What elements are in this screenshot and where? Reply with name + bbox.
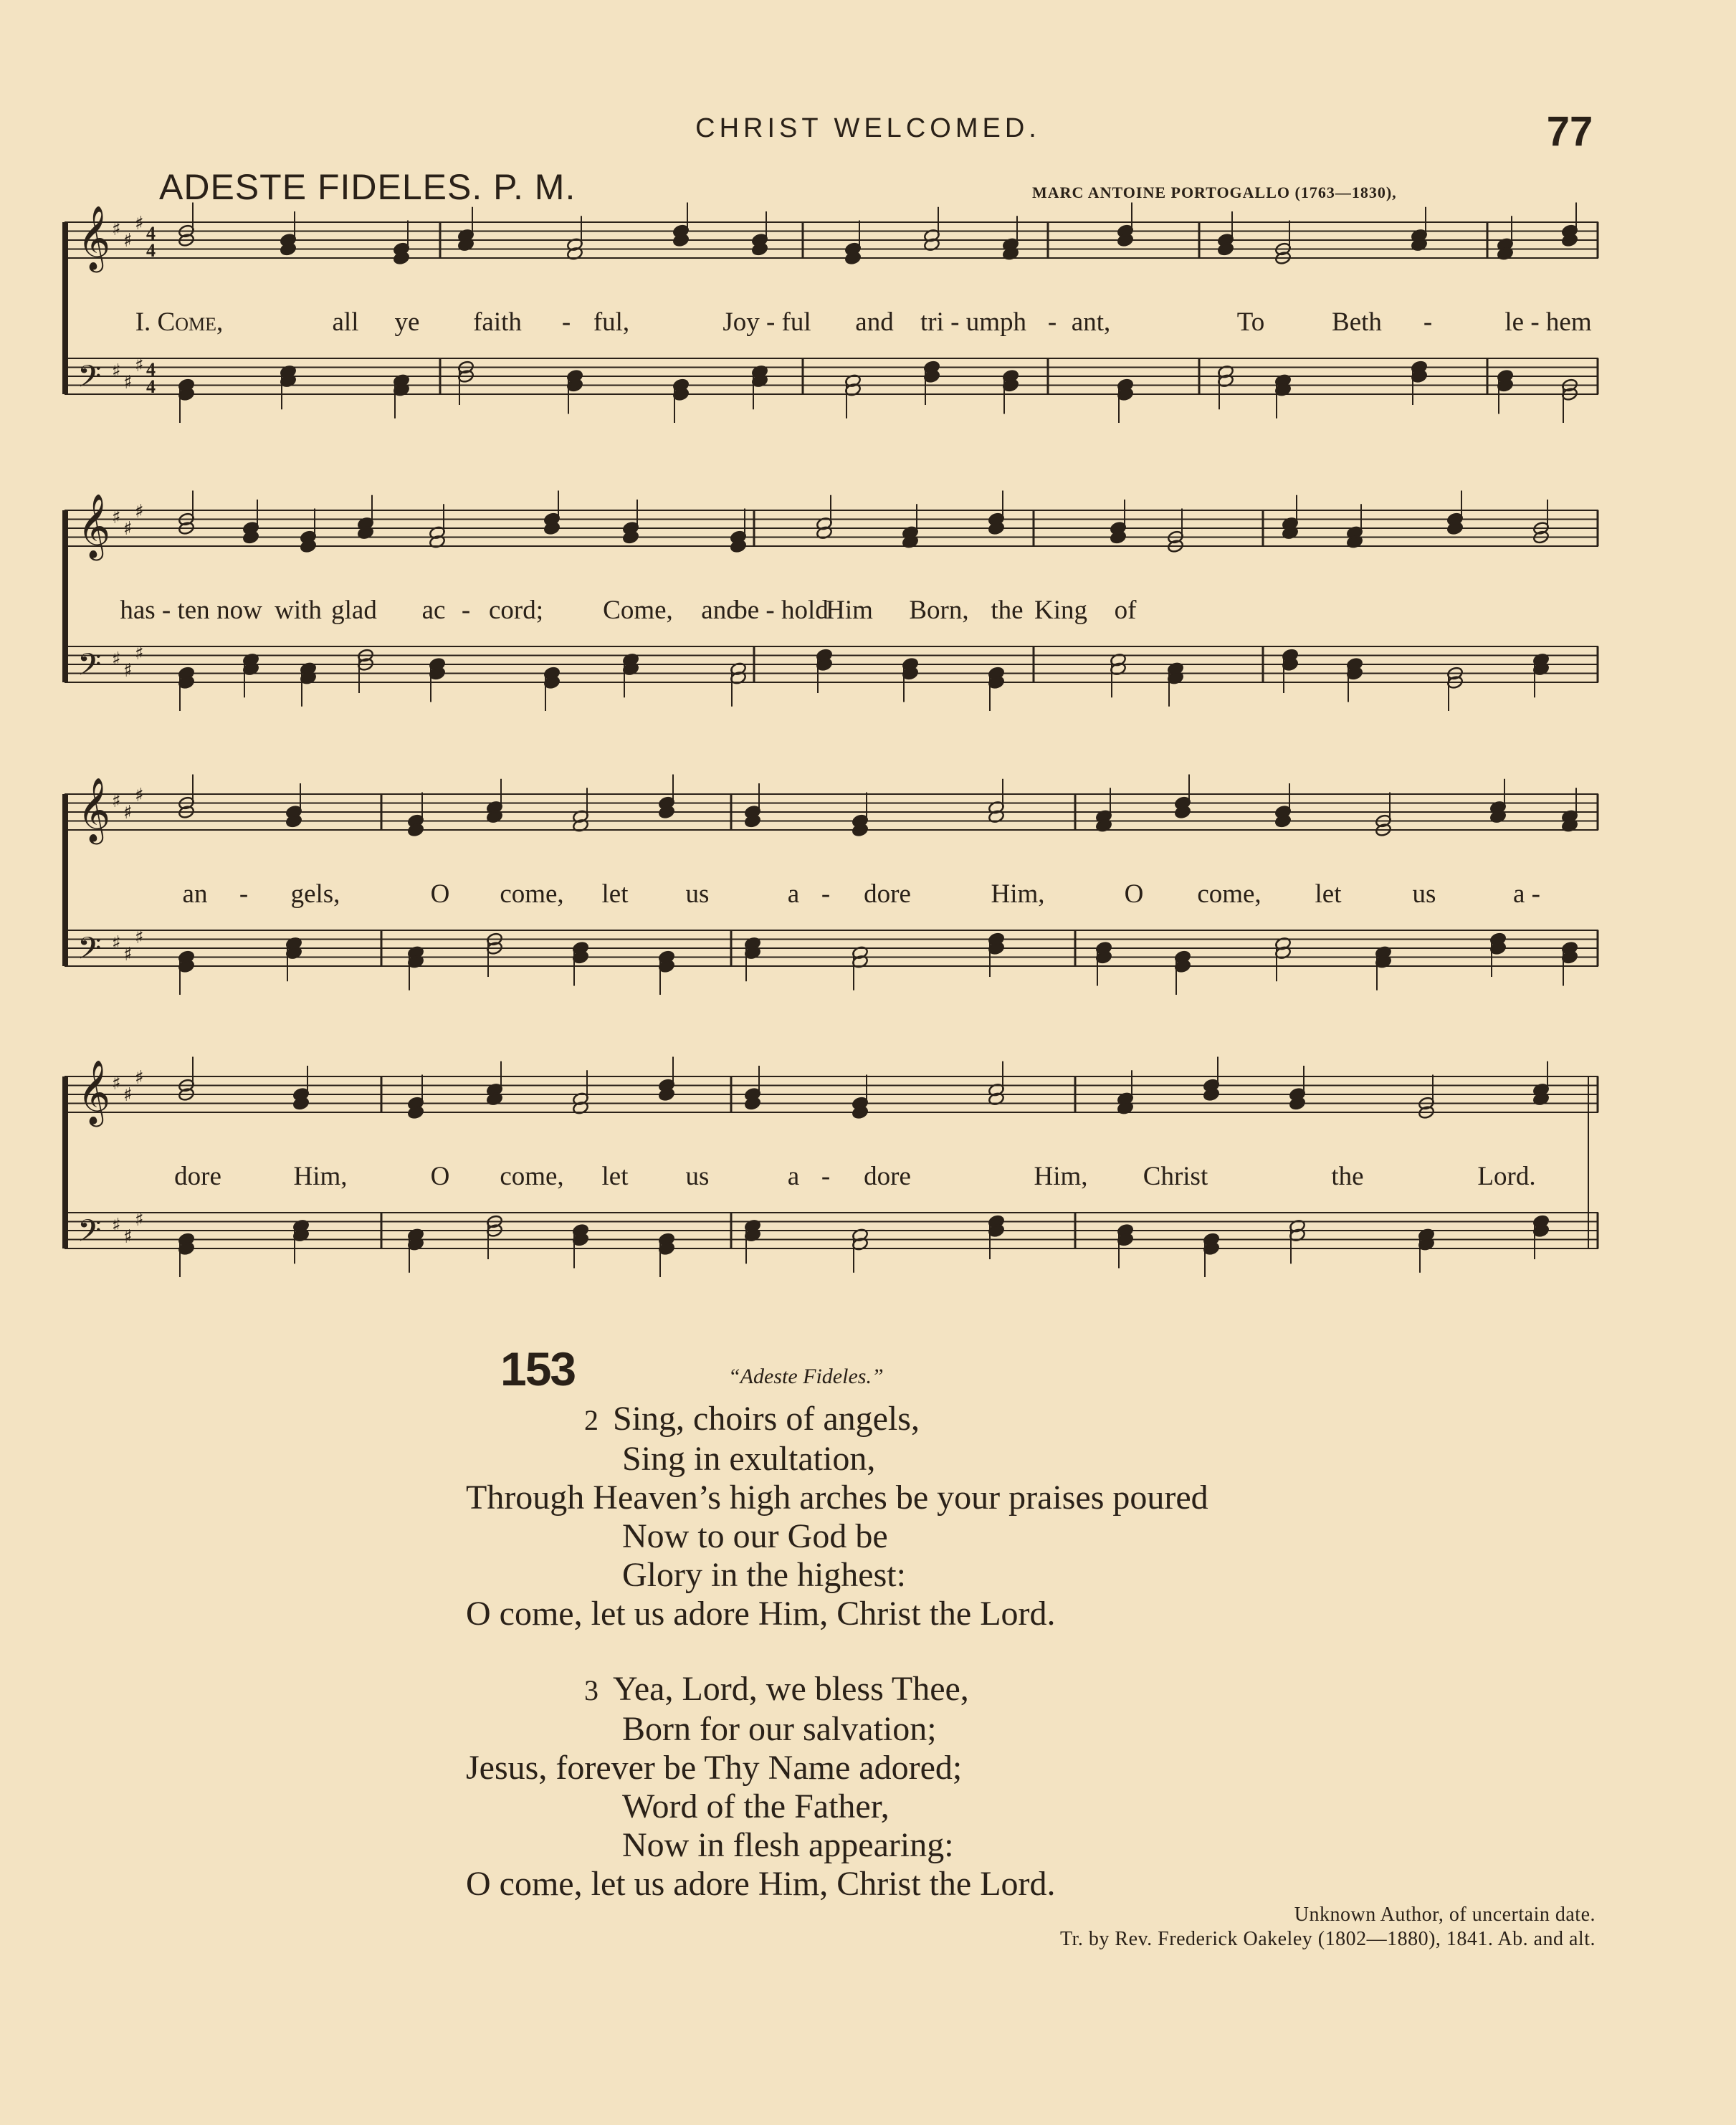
stanza-line: Born for our salvation; bbox=[622, 1710, 937, 1748]
lyric-syllable: the bbox=[991, 596, 1024, 625]
lyric-syllable: Christ bbox=[1143, 1162, 1208, 1191]
lyric-syllable: I. Come, bbox=[135, 307, 224, 337]
bass-staff bbox=[65, 927, 1598, 995]
sharp-icon: ♯ bbox=[123, 1226, 133, 1248]
lyric-syllable: has - ten bbox=[120, 596, 210, 625]
lyric-syllable: - bbox=[1423, 307, 1433, 337]
sharp-icon: ♯ bbox=[123, 518, 133, 540]
bass-clef-icon: 𝄢 bbox=[77, 359, 102, 402]
lyric-syllable: an bbox=[182, 879, 208, 909]
sharp-icon: ♯ bbox=[123, 230, 133, 252]
lyric-syllable: us bbox=[685, 1162, 710, 1191]
lyric-syllable: Come, bbox=[603, 596, 673, 625]
sharp-icon: ♯ bbox=[135, 927, 144, 948]
lyric-syllable: let bbox=[1315, 879, 1342, 909]
lyric-syllable: tri - umph bbox=[920, 307, 1026, 337]
stanza-2 bbox=[466, 1400, 1208, 1633]
stanza-line: Jesus, forever be Thy Name adored; bbox=[466, 1749, 963, 1787]
time-signature: 4 bbox=[146, 359, 156, 380]
hymn-number: 153 bbox=[500, 1342, 576, 1395]
bass-staff bbox=[65, 643, 1598, 711]
sharp-icon: ♯ bbox=[123, 802, 133, 823]
lyric-syllable: ye bbox=[394, 307, 420, 337]
lyric-syllable: a bbox=[787, 1162, 800, 1191]
lyric-syllable: - bbox=[561, 307, 571, 337]
treble-clef-icon: 𝄞 bbox=[77, 1060, 111, 1124]
time-signature: 4 bbox=[146, 240, 156, 261]
lyric-syllable: To bbox=[1236, 307, 1265, 337]
lyric-syllable: Him, bbox=[1034, 1162, 1088, 1191]
lyric-syllable: King bbox=[1034, 596, 1087, 625]
translator-credit: Tr. by Rev. Frederick Oakeley (1802—1880), 1841. Ab. and alt. bbox=[1060, 1928, 1596, 1950]
bass-clef-icon: 𝄢 bbox=[77, 1213, 102, 1256]
stanza-line: Sing in exultation, bbox=[622, 1440, 876, 1478]
sharp-icon: ♯ bbox=[135, 355, 144, 376]
sharp-icon: ♯ bbox=[112, 507, 121, 528]
lyric-syllable: - bbox=[461, 596, 471, 625]
lyric-syllable: dore bbox=[864, 1162, 911, 1191]
lyric-syllable: dore bbox=[174, 1162, 221, 1191]
stanza-line: Glory in the highest: bbox=[622, 1556, 906, 1594]
sharp-icon: ♯ bbox=[112, 219, 121, 240]
lyric-syllable: Him bbox=[826, 596, 873, 625]
treble-staff bbox=[65, 775, 1598, 846]
lyric-syllable: Born, bbox=[909, 596, 969, 625]
bass-clef-icon: 𝄢 bbox=[77, 931, 102, 974]
lyric-syllable: now bbox=[216, 596, 262, 625]
lyric-syllable: come, bbox=[500, 1162, 564, 1191]
lyric-syllable: let bbox=[601, 879, 629, 909]
lyric-syllable: Joy - ful bbox=[722, 307, 811, 337]
stanza-line: O come, let us adore Him, Christ the Lord. bbox=[466, 1595, 1056, 1633]
lyric-syllable: Beth bbox=[1332, 307, 1382, 337]
sharp-icon: ♯ bbox=[123, 660, 133, 682]
bass-staff bbox=[65, 1209, 1598, 1277]
lyric-syllable: ful, bbox=[593, 307, 630, 337]
stanza-line: Word of the Father, bbox=[622, 1787, 890, 1825]
bass-clef-icon: 𝄢 bbox=[77, 647, 102, 690]
lyric-syllable: with bbox=[275, 596, 322, 625]
lyric-syllable: - bbox=[1047, 307, 1057, 337]
stanza-line: Now in flesh appearing: bbox=[622, 1826, 954, 1864]
lyric-syllable: the bbox=[1331, 1162, 1364, 1191]
sharp-icon: ♯ bbox=[112, 1073, 121, 1094]
sharp-icon: ♯ bbox=[112, 649, 121, 670]
sharp-icon: ♯ bbox=[123, 944, 133, 965]
lyric-syllable: faith bbox=[473, 307, 522, 337]
sharp-icon: ♯ bbox=[135, 501, 144, 522]
page-number: 77 bbox=[1546, 108, 1593, 155]
running-head: CHRIST WELCOMED. bbox=[695, 113, 1041, 143]
stanza-number: 3 bbox=[584, 1674, 598, 1706]
sharp-icon: ♯ bbox=[123, 1084, 133, 1106]
treble-clef-icon: 𝄞 bbox=[77, 494, 111, 558]
lyric-syllable: us bbox=[1412, 879, 1436, 909]
composer-credit: MARC ANTOINE PORTOGALLO (1763—1830), bbox=[1032, 183, 1397, 201]
lyric-syllable: all bbox=[332, 307, 359, 337]
lyric-syllable: come, bbox=[1197, 879, 1262, 909]
time-signature: 4 bbox=[146, 223, 156, 244]
lyric-syllable: and bbox=[855, 307, 894, 337]
treble-staff bbox=[65, 491, 1598, 562]
sharp-icon: ♯ bbox=[135, 1067, 144, 1089]
music-system-3 bbox=[65, 780, 1598, 1009]
lyric-syllable: O bbox=[1124, 879, 1144, 909]
author-credit: Unknown Author, of uncertain date. bbox=[1294, 1904, 1596, 1926]
lyric-syllable: a bbox=[787, 879, 800, 909]
sharp-icon: ♯ bbox=[135, 213, 144, 234]
stanza-line: Now to our God be bbox=[622, 1517, 888, 1555]
stanza-line: 3 Yea, Lord, we bless Thee, bbox=[584, 1670, 969, 1708]
lyric-syllable: le - hem bbox=[1504, 307, 1592, 337]
lyric-syllable: Him, bbox=[293, 1162, 348, 1191]
treble-staff bbox=[65, 1057, 1598, 1128]
lyric-syllable: - bbox=[239, 879, 249, 909]
lyric-syllable: be - hold bbox=[734, 596, 829, 625]
lyric-syllable: come, bbox=[500, 879, 564, 909]
sharp-icon: ♯ bbox=[112, 791, 121, 812]
tune-name: ADESTE FIDELES. P. M. bbox=[159, 167, 576, 207]
bass-staff bbox=[65, 355, 1598, 423]
music-system-4 bbox=[65, 1062, 1598, 1291]
lyric-syllable: ant, bbox=[1071, 307, 1111, 337]
music-system-2 bbox=[65, 496, 1598, 725]
lyric-syllable: - bbox=[821, 879, 831, 909]
sharp-icon: ♯ bbox=[112, 1215, 121, 1236]
lyric-syllable: us bbox=[685, 879, 710, 909]
stanza-line: Through Heaven’s high arches be your praises poured bbox=[466, 1479, 1208, 1517]
treble-clef-icon: 𝄞 bbox=[77, 778, 111, 842]
lyric-syllable: Him, bbox=[991, 879, 1045, 909]
stanza-number: 2 bbox=[584, 1404, 598, 1436]
sharp-icon: ♯ bbox=[112, 932, 121, 954]
treble-clef-icon: 𝄞 bbox=[77, 206, 111, 270]
lyric-syllable: - bbox=[821, 1162, 831, 1191]
sharp-icon: ♯ bbox=[123, 372, 133, 393]
sharp-icon: ♯ bbox=[135, 785, 144, 806]
lyric-syllable: gels, bbox=[290, 879, 340, 909]
sharp-icon: ♯ bbox=[112, 360, 121, 382]
sharp-icon: ♯ bbox=[135, 1209, 144, 1231]
sharp-icon: ♯ bbox=[135, 643, 144, 664]
stanza-line: 2 Sing, choirs of angels, bbox=[584, 1400, 920, 1438]
lyric-syllable: a - bbox=[1513, 879, 1540, 909]
lyric-syllable: O bbox=[430, 879, 450, 909]
lyric-syllable: ac bbox=[421, 596, 446, 625]
hymn-title: “Adeste Fideles.” bbox=[728, 1365, 884, 1388]
music-system-1 bbox=[65, 208, 1598, 437]
lyric-syllable: cord; bbox=[488, 596, 544, 625]
stanza-3 bbox=[466, 1670, 1056, 1904]
lyric-syllable: of bbox=[1114, 596, 1137, 625]
treble-staff bbox=[65, 203, 1598, 274]
lyric-syllable: Lord. bbox=[1477, 1162, 1536, 1191]
lyric-syllable: and bbox=[701, 596, 740, 625]
stanza-line: O come, let us adore Him, Christ the Lord. bbox=[466, 1865, 1056, 1903]
lyric-syllable: let bbox=[601, 1162, 629, 1191]
lyric-syllable: dore bbox=[864, 879, 911, 909]
lyric-syllable: glad bbox=[331, 596, 377, 625]
time-signature: 4 bbox=[146, 376, 156, 397]
lyric-syllable: O bbox=[430, 1162, 450, 1191]
